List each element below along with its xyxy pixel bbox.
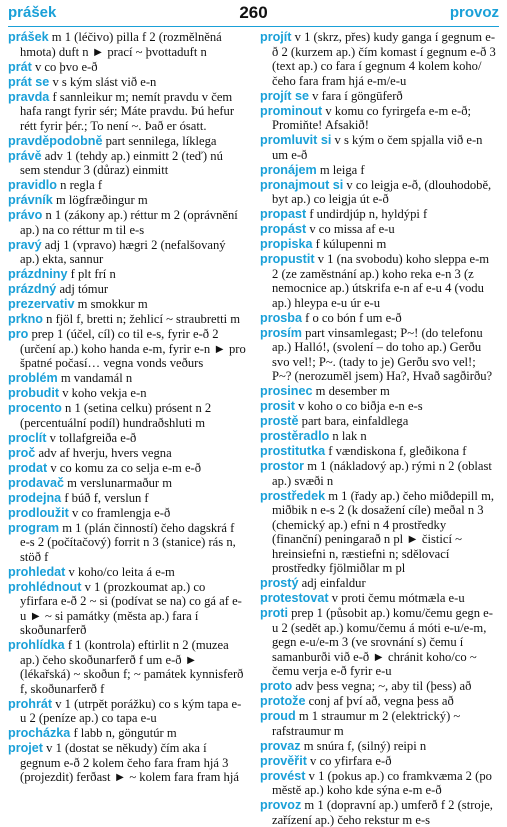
entry-definition: adj einfaldur [298, 576, 366, 590]
entry-headword: pravidlo [8, 178, 57, 192]
entry-headword: prosba [260, 310, 302, 325]
entry-headword: proč [8, 445, 36, 460]
entry-definition: adv þess vegna; ~, aby til (þess) að [292, 679, 472, 693]
entry-headword: prohrát [8, 696, 53, 711]
entry-headword: prohledat [8, 564, 66, 579]
entry-headword: prosím [260, 325, 302, 340]
entry-definition: v s kým slást við e-n [49, 74, 157, 89]
dictionary-entry [8, 446, 246, 461]
entry-headword: procházka [8, 726, 71, 740]
entry-headword: propást [260, 222, 307, 236]
dictionary-entry [260, 798, 498, 827]
dictionary-entry [260, 133, 498, 162]
entry-definition: v s kým o čem spjalla við e-n um e-ð [272, 133, 483, 162]
entry-headword: program [8, 520, 60, 535]
dictionary-entry [260, 30, 498, 88]
dictionary-entry [8, 401, 246, 430]
entry-headword: problém [8, 371, 58, 385]
entry-definition: m 1 (plán činností) čeho dagskrá f e-s 2 (počítačový) forrit n 3 (stanice) rás n, stöð f [20, 520, 236, 564]
entry-definition: prep 1 (působit ap.) komu/čemu gegn e-u 2 (sedět ap.) komu/čemu á móti e-u/e-m, gegn e-u/e-m 3 (ve srovnání s) čemu í samanburði við e-ð ► chránit koho/co ~ čemu verja e-ð fyrir e-u [272, 606, 493, 678]
entry-definition: conj af því að, vegna þess að [305, 694, 454, 708]
dictionary-entry [260, 754, 498, 769]
entry-headword: promluvit si [260, 133, 332, 147]
dictionary-entry [8, 476, 246, 491]
entry-headword: pravý [8, 237, 42, 252]
entry-headword: pronájem [260, 162, 317, 177]
entry-definition: adj 1 (vpravo) hægri 2 (nefalšovaný ap.) ekta, sannur [20, 237, 226, 266]
entry-headword: protože [260, 694, 306, 708]
entry-definition: v proti čemu mótmæla e-u [328, 591, 465, 605]
entry-headword: propustit [260, 252, 315, 266]
dictionary-entry [8, 75, 246, 90]
entry-definition: v co framlengja e-ð [68, 505, 171, 520]
entry-headword: provaz [260, 738, 301, 753]
entry-headword: pro [8, 327, 29, 341]
entry-headword: právník [8, 193, 53, 207]
dictionary-entry [260, 311, 498, 326]
dictionary-entry [260, 237, 498, 252]
entry-headword: provést [260, 768, 306, 783]
entry-definition: adj tómur [56, 282, 109, 296]
entry-headword: projít [260, 30, 292, 44]
dictionary-entry [260, 326, 498, 384]
entry-headword: prodat [8, 460, 48, 475]
entry-headword: proto [260, 679, 293, 693]
dictionary-entry [260, 384, 498, 399]
entry-headword: prát se [8, 74, 50, 89]
entry-headword: prázdný [8, 282, 57, 296]
entry-headword: proud [260, 709, 296, 723]
dictionary-entry [8, 178, 246, 193]
entry-definition: m 1 (řady ap.) čeho miðdepill m, miðbik n e-s 2 (k dosažení cíle) meðal n 3 (chemický ap.) efni n 4 prostředky (finanční) peningarað n pl ► čisticí ~ hreinsiefni n, ræstiefni n; sdělovací prostředky fjölmiðlar m pl [272, 488, 495, 575]
dictionary-entry [8, 282, 246, 297]
dictionary-entry [260, 679, 498, 694]
dictionary-entry [260, 222, 498, 237]
dictionary-entry [8, 193, 246, 208]
entry-definition: n 1 (zákony ap.) réttur m 2 (oprávnění ap.) na co réttur m til e-s [20, 208, 238, 237]
dictionary-entry [8, 565, 246, 580]
dictionary-entry [260, 576, 498, 591]
entry-headword: proti [260, 606, 288, 620]
dictionary-entry [260, 252, 498, 310]
dictionary-entry [260, 694, 498, 709]
entry-definition: v koho o co biðja e-n e-s [294, 399, 423, 413]
entry-definition: f kúlupenni m [312, 237, 387, 251]
entry-headword: projet [8, 741, 43, 755]
entry-headword: pravděpodobně [8, 133, 103, 148]
entry-definition: f labb n, göngutúr m [70, 726, 177, 740]
dictionary-entry [8, 149, 246, 178]
page-number: 260 [239, 3, 268, 22]
entry-definition: m lögfræðingur m [52, 193, 148, 207]
entry-headword: prostě [260, 414, 299, 428]
dictionary-entry [260, 709, 498, 738]
entry-headword: provoz [260, 798, 302, 812]
entry-definition: m 1 straumur m 2 (elektrický) ~ rafstraumur m [272, 709, 461, 738]
entry-definition: adv 1 (tehdy ap.) einmitt 2 (teď) nú sem stendur 3 (důraz) einmitt [20, 148, 223, 177]
entry-definition: m 1 (léčivo) pilla f 2 (rozmělněná hmota) duft n ► prací ~ þvottaduft n [20, 30, 222, 59]
entry-definition: v 1 (na svobodu) koho sleppa e-m 2 (ze zaměstnání ap.) koho reka e-n 3 (z nemocnice ap.) útskrifa e-n af e-u 4 (vodu ap.) hleypa e-u úr e-u [272, 252, 490, 310]
dictionary-entry [260, 739, 498, 754]
entry-definition: v co þvo e-ð [31, 59, 98, 74]
entry-headword: prostý [260, 576, 299, 590]
entry-headword: prostitutka [260, 444, 326, 458]
entry-headword: prosinec [260, 384, 313, 398]
entry-definition: m desember m [312, 384, 390, 398]
entry-definition: n lak n [329, 429, 367, 443]
entry-headword: prezervativ [8, 297, 75, 311]
entry-definition: v co yfirfara e-ð [306, 753, 392, 768]
entry-definition: v co missa af e-u [306, 222, 395, 236]
dictionary-entry [260, 489, 498, 576]
dictionary-entry [260, 444, 498, 459]
entry-headword: probudit [8, 386, 60, 400]
entry-headword: právo [8, 208, 43, 222]
entry-headword: prodejna [8, 490, 62, 505]
entry-headword: prohlédnout [8, 579, 82, 594]
entry-definition: m snúra f, (silný) reipi n [300, 738, 427, 753]
dictionary-entry [8, 726, 246, 741]
entry-headword: propast [260, 207, 307, 221]
entry-headword: procento [8, 401, 62, 415]
entry-definition: f o co bón f um e-ð [302, 310, 402, 325]
dictionary-entry [260, 207, 498, 222]
dictionary-entry [260, 414, 498, 429]
entry-definition: f sannleikur m; nemít pravdu v čem hafa rangt fyrir sér; Máte pravdu. Þú hefur rétt fyrir þér.; To není ~. Það er ósatt. [20, 89, 235, 133]
dictionary-entry [8, 327, 246, 371]
entry-definition: v komu co fyrirgefa e-m e-ð; Promiňte! Afsakið! [272, 103, 472, 132]
entry-definition: part sennilega, líklega [102, 133, 217, 148]
dictionary-entry [8, 697, 246, 726]
entry-headword: pronajmout si [260, 177, 344, 192]
dictionary-entry [8, 461, 246, 476]
entry-headword: prostěradlo [260, 429, 330, 443]
entry-headword: prázdniny [8, 267, 68, 281]
entry-headword: prohlídka [8, 638, 65, 652]
dictionary-entry [8, 60, 246, 75]
dictionary-entry [260, 459, 498, 488]
entry-headword: prominout [260, 103, 323, 118]
entry-headword: prodavač [8, 475, 64, 490]
entry-definition: f 1 (kontrola) eftirlit n 2 (muzea ap.) čeho skoðunarferð f um e-ð ► (lékařská) ~ skoðun f; ~ památek kynnisferð f, skoðunarferð f [20, 638, 244, 696]
entry-headword: prkno [8, 312, 43, 326]
entry-headword: prosit [260, 399, 295, 413]
dictionary-entry [8, 312, 246, 327]
entry-definition: v co leigja e-ð, (dlouhodobě, byt ap.) co leigja út e-ð [272, 177, 492, 206]
entry-headword: prostředek [260, 488, 326, 503]
dictionary-entry [260, 104, 498, 133]
entry-definition: f vændiskona f, gleðikona f [325, 444, 467, 458]
entry-definition: v tollafgreiða e-ð [46, 430, 137, 445]
entry-definition: n regla f [57, 178, 103, 192]
dictionary-entry [8, 371, 246, 386]
dictionary-entry [8, 506, 246, 521]
page-header [8, 4, 499, 24]
entry-headword: prověřit [260, 753, 307, 768]
entry-definition: part vinsamlegast; P~! (do telefonu ap.) Halló!, (svolení – do toho ap.) Gerðu svo vel!; P~. (tady to je) Gerðu svo vel!; P~? (nerozuměl jsem) Ha?, Hvað sagðirðu? [272, 325, 493, 383]
entry-headword: projít se [260, 88, 309, 103]
dictionary-entry [8, 30, 246, 59]
entry-definition: v fara í göngūferð [309, 88, 403, 103]
dictionary-entry [8, 638, 246, 696]
entry-definition: n fjöl f, bretti n; žehlicí ~ straubretti m [42, 312, 241, 326]
entry-headword: proclít [8, 430, 47, 445]
dictionary-entry [260, 399, 498, 414]
left-column [8, 30, 246, 784]
entry-headword: prostor [260, 459, 305, 473]
entry-headword: pravda [8, 89, 50, 104]
entry-definition: v 1 (dostat se někudy) čím aka í gegnum e-ð 2 kolem čeho fara fram hjá 3 (projezdit) ferðast ► ~ kolem fara fram hjá [20, 741, 239, 784]
entry-definition: v koho/co leita á e-m [65, 564, 175, 579]
entry-definition: f undirdjúp n, hyldýpi f [306, 207, 428, 221]
dictionary-entry [8, 90, 246, 134]
right-column [260, 30, 498, 827]
entry-definition: v 1 (pokus ap.) co framkvæma 2 (po městě ap.) koho kde sýna e-m e-ð [272, 768, 492, 797]
entry-definition: v 1 (prozkoumat ap.) co yfirfara e-ð 2 ~ si (podívat se na) co gá af e-u ► ~ si památky (města ap.) fara í skoðunarferð [20, 579, 242, 637]
dictionary-entry [8, 208, 246, 237]
entry-headword: prodloužit [8, 505, 69, 520]
dictionary-entry [8, 267, 246, 282]
dictionary-entry [8, 386, 246, 401]
entry-headword: právě [8, 148, 42, 163]
dictionary-entry [8, 741, 246, 785]
entry-definition: m 1 (nákladový ap.) rými n 2 (oblast ap.) svæði n [272, 459, 492, 488]
header-rule [8, 26, 499, 27]
dictionary-entry [8, 491, 246, 506]
dictionary-entry [260, 606, 498, 679]
dictionary-entry [260, 769, 498, 798]
entry-definition: m vandamál n [57, 371, 133, 385]
dictionary-entry [260, 178, 498, 207]
entry-definition: adv af hverju, hvers vegna [35, 445, 172, 460]
first-headword: prášek [8, 4, 57, 21]
entry-definition: m smokkur m [74, 297, 148, 311]
entry-headword: protestovat [260, 591, 329, 605]
entry-definition: m verslunarmaður m [64, 475, 173, 490]
entry-definition: v koho vekja e-n [59, 386, 147, 400]
dictionary-entry [260, 89, 498, 104]
dictionary-entry [8, 580, 246, 638]
dictionary-entry [8, 431, 246, 446]
entry-definition: prep 1 (účel, cíl) co til e-s, fyrir e-ð 2 (určení ap.) koho handa e-m, fyrir e-n ► pro špatné počasí… vegna vonds veðurs [20, 327, 246, 370]
dictionary-entry [8, 134, 246, 149]
last-headword: provoz [449, 4, 499, 21]
entry-headword: propiska [260, 237, 313, 251]
entry-definition: v 1 (utrpět porážku) co s kým tapa e-u 2 (peníze ap.) co tapa e-u [20, 696, 242, 725]
entry-definition: v 1 (skrz, přes) kudy ganga í gegnum e-ð 2 (kurzem ap.) čím komast í gegnum e-ð 3 (text ap.) co fara í gegnum 4 kolem koho/čeho fara fram hjá e-m/e-u [272, 30, 496, 88]
dictionary-entry [8, 297, 246, 312]
entry-definition: m leiga f [316, 162, 365, 177]
entry-definition: f plt frí n [67, 267, 116, 281]
entry-definition: f búð f, verslun f [61, 490, 149, 505]
dictionary-entry [260, 591, 498, 606]
dictionary-entry [260, 429, 498, 444]
entry-definition: m 1 (dopravní ap.) umferð f 2 (stroje, zařízení ap.) čeho rekstur m e-s [272, 798, 493, 827]
dictionary-entry [260, 163, 498, 178]
entry-definition: n 1 (setina celku) prósent n 2 (percentuální podíl) hundraðshluti m [20, 401, 212, 430]
entry-headword: prášek [8, 30, 49, 44]
dictionary-entry [8, 521, 246, 565]
entry-headword: prát [8, 59, 32, 74]
entry-definition: v co komu za co selja e-m e-ð [47, 460, 202, 475]
dictionary-entry [8, 238, 246, 267]
entry-definition: part bara, einfaldlega [298, 414, 409, 428]
